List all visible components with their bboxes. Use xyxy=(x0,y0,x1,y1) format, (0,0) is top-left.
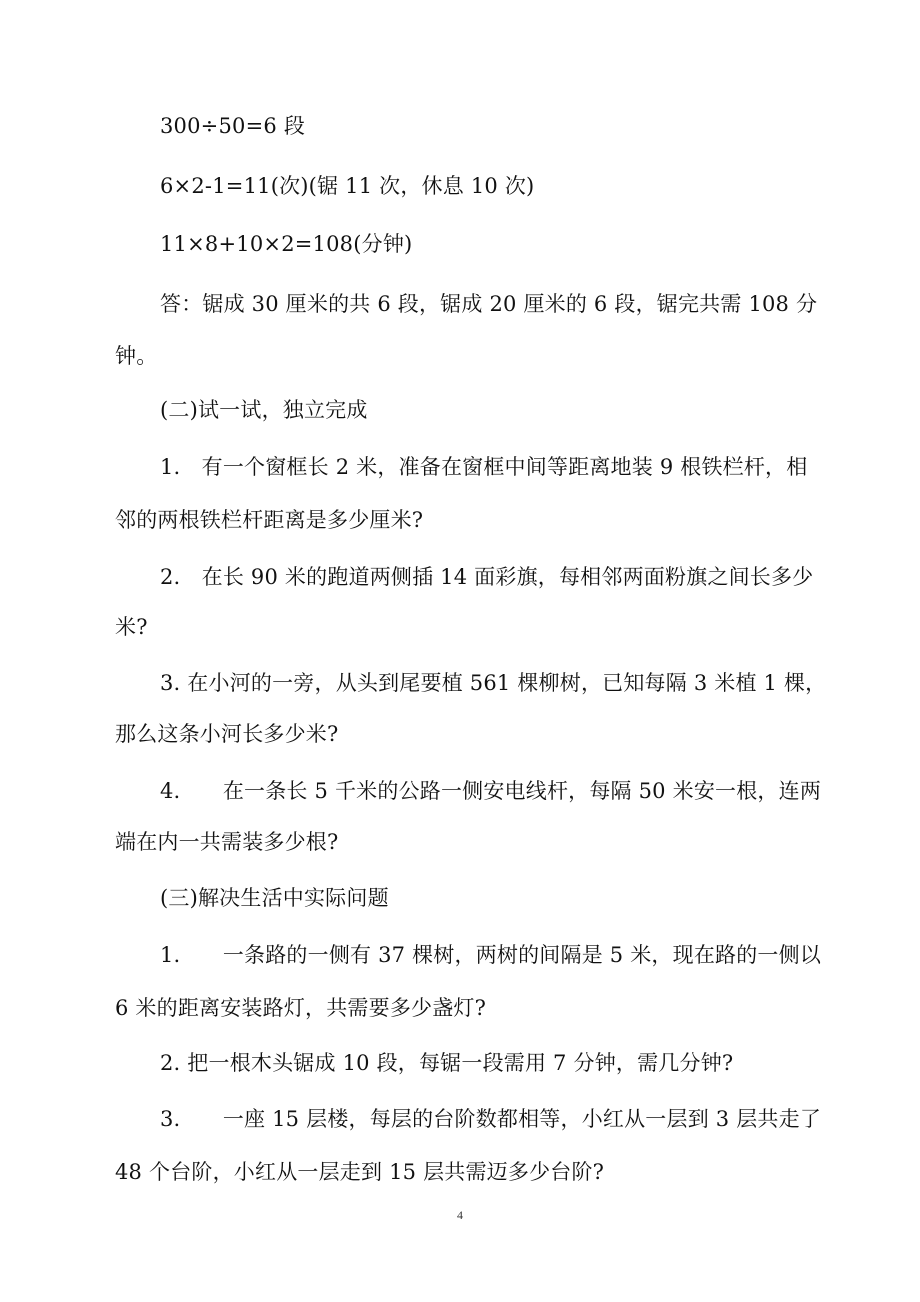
question-2-4-line-2: 端在内一共需装多少根? xyxy=(115,830,339,854)
section-heading-2: (二)试一试，独立完成 xyxy=(160,398,368,422)
section-heading-3: (三)解决生活中实际问题 xyxy=(160,886,389,910)
question-2-3-line-2: 那么这条小河长多少米? xyxy=(115,722,339,746)
question-2-4-line-1: 4. 在一条长 5 千米的公路一侧安电线杆，每隔 50 米安一根，连两 xyxy=(160,779,822,803)
question-2-1-line-2: 邻的两根铁栏杆距离是多少厘米? xyxy=(115,508,424,532)
question-2-2-line-2: 米? xyxy=(115,615,148,639)
calc-line-3: 11×8+10×2=108(分钟) xyxy=(160,232,413,256)
question-3-3-line-1: 3. 一座 15 层楼，每层的台阶数都相等，小红从一层到 3 层共走了 xyxy=(160,1107,822,1131)
answer-line-2: 钟。 xyxy=(115,344,158,368)
page-number: 4 xyxy=(457,1208,463,1222)
question-3-1-line-2: 6 米的距离安装路灯，共需要多少盏灯? xyxy=(115,996,487,1020)
question-2-3-line-1: 3. 在小河的一旁，从头到尾要植 561 棵柳树，已知每隔 3 米植 1 棵， xyxy=(160,671,827,695)
calc-line-2: 6×2-1=11(次)(锯 11 次，休息 10 次) xyxy=(160,174,535,198)
question-3-2-line-1: 2. 把一根木头锯成 10 段，每锯一段需用 7 分钟，需几分钟? xyxy=(160,1051,734,1075)
calc-line-1: 300÷50=6 段 xyxy=(160,114,306,138)
question-3-3-line-2: 48 个台阶，小红从一层走到 15 层共需迈多少台阶? xyxy=(115,1160,605,1184)
question-3-1-line-1: 1. 一条路的一侧有 37 棵树，两树的间隔是 5 米，现在路的一侧以 xyxy=(160,943,822,967)
question-2-2-line-1: 2. 在长 90 米的跑道两侧插 14 面彩旗，每相邻两面粉旗之间长多少 xyxy=(160,565,814,589)
question-2-1-line-1: 1. 有一个窗框长 2 米，准备在窗框中间等距离地装 9 根铁栏杆，相 xyxy=(160,455,808,479)
answer-line-1: 答：锯成 30 厘米的共 6 段，锯成 20 厘米的 6 段，锯完共需 108 分 xyxy=(160,292,818,316)
